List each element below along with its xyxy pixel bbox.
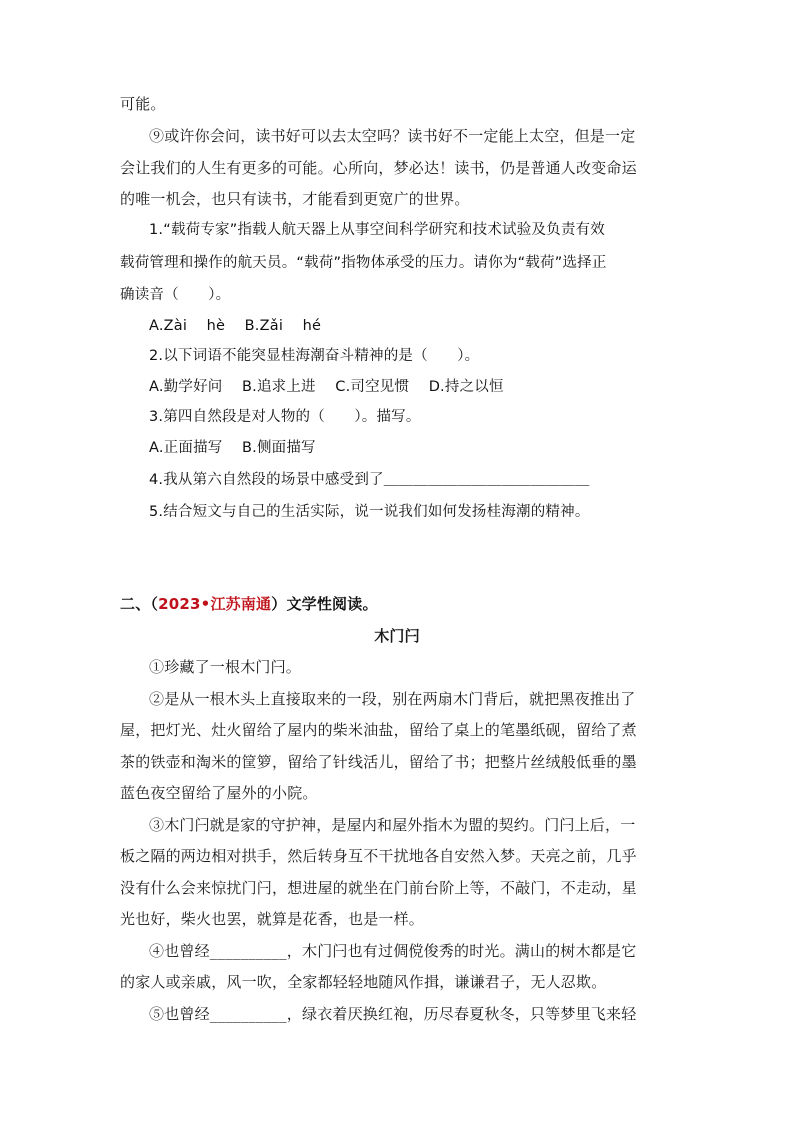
paragraph-2-line-3: 茶的铁壶和淘米的筐箩，留给了针线活儿，留给了书；把整片丝绒般低垂的墨 — [120, 753, 637, 771]
paragraph-3-line-2: 板之隔的两边相对拱手，然后转身互不干扰地各自安然入梦。天亮之前，几乎 — [120, 847, 637, 865]
question-2-options: A.勤学好问 B.追求上进 C.司空见惯 D.持之以恒 — [149, 379, 504, 395]
question-1-line-2: 载荷管理和操作的航天员。“载荷”指物体承受的压力。请你为“载荷”选择正 — [120, 255, 607, 271]
question-1-line-3: 确读音（ ）。 — [120, 287, 231, 303]
paragraph-5-line-1: ⑤也曾经__________，绿衣着厌换红袍，历尽春夏秋冬，只等梦里飞来轻 — [149, 1005, 637, 1023]
question-4: 4.我从第六自然段的场景中感受到了＿＿＿＿＿＿＿＿＿＿＿＿＿＿ — [149, 472, 590, 488]
question-5: 5.结合短文与自己的生活实际，说一说我们如何发扬桂海潮的精神。 — [149, 504, 590, 520]
section-2-suffix: ）文学性阅读。 — [271, 595, 378, 613]
paragraph-9-line-3: 的唯一机会，也只有读书，才能看到更宽广的世界。 — [120, 190, 470, 208]
question-1-options: A.Zài hè B.Zǎi hé — [149, 318, 322, 334]
question-3: 3.第四自然段是对人物的（ ）。描写。 — [149, 409, 421, 425]
question-1-line-1: 1.“载荷专家”指载人航天器上从事空间科学研究和技术试验及负责有效 — [149, 222, 605, 238]
section-2-source: 2023•江苏南通 — [158, 595, 272, 613]
paragraph-3-line-4: 光也好，柴火也罢，就算是花香，也是一样。 — [120, 910, 425, 928]
paragraph-9-line-2: 会让我们的人生有更多的可能。心所向，梦必达！读书，仍是普通人改变命运 — [120, 159, 637, 177]
question-2: 2.以下词语不能突显桂海潮奋斗精神的是（ ）。 — [149, 348, 480, 364]
paragraph-4-line-2: 的家人或亲戚，风一吹，全家都轻轻地随风作揖，谦谦君子，无人忍欺。 — [120, 973, 607, 991]
paragraph-1: ①珍藏了一根木门闩。 — [149, 658, 302, 676]
paragraph-2-line-4: 蓝色夜空留给了屋外的小院。 — [120, 784, 318, 802]
paragraph-3-line-3: 没有什么会来惊扰门闩，想进屋的就坐在门前台阶上等，不敲门，不走动，星 — [120, 879, 637, 897]
article-title: 木门闩 — [374, 627, 420, 645]
question-3-options: A.正面描写 B.侧面描写 — [149, 440, 316, 456]
paragraph-3-line-1: ③木门闩就是家的守护神，是屋内和屋外指木为盟的契约。门闩上后，一 — [149, 816, 636, 834]
paragraph-9-line-1: ⑨或许你会问，读书好可以去太空吗？读书好不一定能上太空，但是一定 — [149, 127, 636, 145]
passage-line: 可能。 — [120, 95, 166, 113]
paragraph-2-line-1: ②是从一根木头上直接取来的一段，别在两扇木门背后，就把黑夜推出了 — [149, 690, 636, 708]
section-2-heading — [120, 594, 378, 614]
paragraph-2-line-2: 屋，把灯光、灶火留给了屋内的柴米油盐，留给了桌上的笔墨纸砚，留给了煮 — [120, 721, 637, 739]
paragraph-4-line-1: ④也曾经__________，木门闩也有过倜傥俊秀的时光。满山的树木都是它 — [149, 942, 637, 960]
section-2-prefix: 二、（ — [120, 595, 159, 613]
